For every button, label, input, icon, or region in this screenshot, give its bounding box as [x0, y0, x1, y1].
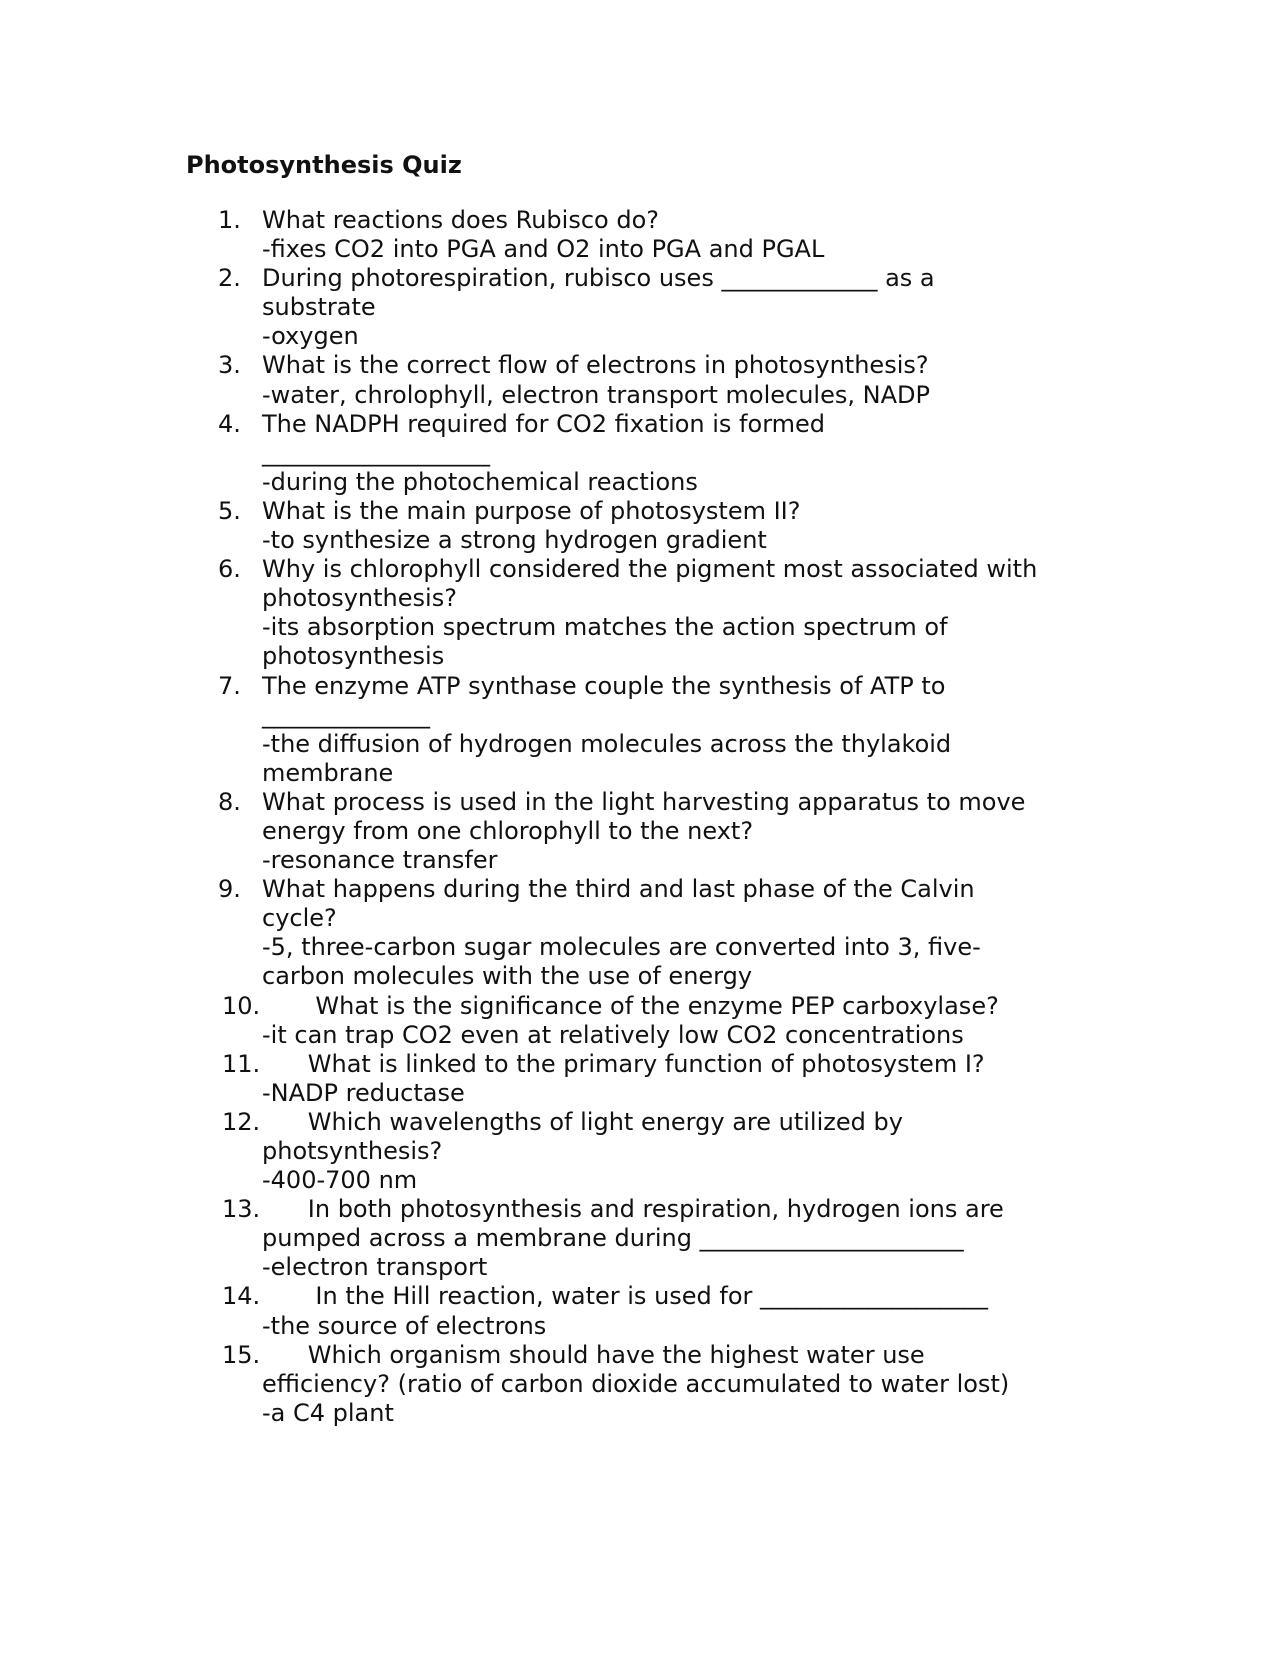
question-line: -5, three-carbon sugar molecules are converted into 3, five-: [262, 933, 981, 962]
question-body: [262, 351, 1092, 409]
question-line: -400-700 nm: [262, 1166, 418, 1195]
question-text: What is the significance of the enzyme PEP carboxylase?: [262, 991, 999, 1020]
question-line: efficiency? (ratio of carbon dioxide accumulated to water lost): [262, 1369, 1010, 1398]
question-body: [262, 1341, 1092, 1428]
question-item: [0, 875, 1280, 991]
question-body: [262, 1108, 1092, 1195]
question-body: [262, 875, 1092, 991]
question-line: -to synthesize a strong hydrogen gradient: [262, 526, 767, 555]
question-body: [262, 672, 1092, 788]
question-line: -the source of electrons: [262, 1311, 547, 1340]
question-text: In the Hill reaction, water is used for ___________________: [262, 1282, 989, 1311]
question-line: carbon molecules with the use of energy: [262, 962, 753, 991]
question-number: 15.: [222, 1340, 261, 1369]
question-text: Which wavelengths of light energy are utilized by: [262, 1107, 903, 1136]
question-item: [0, 351, 1280, 409]
question-line: membrane: [262, 758, 394, 787]
question-line: photsynthesis?: [262, 1137, 443, 1165]
question-number: 11.: [222, 1049, 261, 1078]
question-item: [0, 992, 1280, 1050]
question-line: -oxygen: [262, 322, 359, 351]
question-line: -NADP reductase: [262, 1078, 465, 1107]
question-text: What reactions does Rubisco do?: [262, 206, 659, 234]
question-body: [262, 206, 1092, 264]
question-item: [0, 788, 1280, 875]
question-text: What is linked to the primary function of photosystem I?: [262, 1049, 985, 1078]
question-body: [262, 497, 1092, 555]
question-line: -resonance transfer: [262, 846, 498, 875]
question-number: 14.: [222, 1282, 261, 1311]
question-text: During photorespiration, rubisco uses _____________ as a: [262, 264, 935, 293]
question-line: cycle?: [262, 904, 337, 933]
question-line: ______________: [262, 700, 430, 729]
question-item: [0, 206, 1280, 264]
question-text: What happens during the third and last phase of the Calvin: [262, 875, 975, 904]
question-number: 9.: [218, 875, 241, 904]
question-number: 6.: [218, 555, 241, 584]
question-body: [262, 788, 1092, 875]
question-list: [0, 206, 1280, 1428]
question-line: -electron transport: [262, 1253, 488, 1282]
question-item: [0, 1108, 1280, 1195]
question-line: photosynthesis: [262, 642, 445, 671]
question-number: 13.: [222, 1195, 261, 1224]
question-number: 4.: [218, 409, 241, 438]
question-body: [262, 264, 1092, 351]
question-line: -it can trap CO2 even at relatively low CO2 concentrations: [262, 1020, 964, 1049]
question-body: [262, 410, 1092, 497]
question-number: 3.: [218, 351, 241, 380]
question-text: In both photosynthesis and respiration, hydrogen ions are: [262, 1195, 1004, 1224]
document-title: Photosynthesis Quiz: [186, 151, 462, 179]
question-line: -fixes CO2 into PGA and O2 into PGA and PGAL: [262, 235, 825, 264]
question-text: Why is chlorophyll considered the pigment most associated with: [262, 555, 1038, 584]
question-item: [0, 672, 1280, 788]
question-item: [0, 410, 1280, 497]
question-item: [0, 555, 1280, 671]
question-item: [0, 1282, 1280, 1340]
question-item: [0, 264, 1280, 351]
question-text: The NADPH required for CO2 fixation is formed: [262, 409, 826, 438]
question-text: What is the main purpose of photosystem II?: [262, 496, 801, 525]
question-text: What is the correct flow of electrons in photosynthesis?: [262, 351, 929, 380]
question-line: substrate: [262, 293, 376, 322]
question-number: 7.: [218, 671, 241, 700]
question-line: energy from one chlorophyll to the next?: [262, 816, 754, 845]
question-line: -water, chrolophyll, electron transport molecules, NADP: [262, 380, 930, 409]
question-item: [0, 1050, 1280, 1108]
question-number: 1.: [218, 206, 241, 234]
question-line: -a C4 plant: [262, 1398, 394, 1427]
question-body: [262, 1050, 1092, 1108]
question-number: 10.: [222, 991, 261, 1020]
question-text: What process is used in the light harvesting apparatus to move: [262, 787, 1026, 816]
question-body: [262, 992, 1092, 1050]
question-line: -during the photochemical reactions: [262, 467, 698, 496]
question-item: [0, 1195, 1280, 1282]
question-number: 5.: [218, 496, 241, 525]
question-text: The enzyme ATP synthase couple the synthesis of ATP to: [262, 671, 946, 700]
question-body: [262, 555, 1092, 671]
question-number: 8.: [218, 787, 241, 816]
question-body: [262, 1282, 1092, 1340]
question-text: Which organism should have the highest water use: [262, 1340, 925, 1369]
question-line: ___________________: [262, 438, 490, 467]
question-line: photosynthesis?: [262, 584, 457, 613]
question-number: 12.: [222, 1107, 261, 1136]
question-item: [0, 497, 1280, 555]
question-item: [0, 1341, 1280, 1428]
question-line: -its absorption spectrum matches the action spectrum of: [262, 613, 948, 642]
question-number: 2.: [218, 264, 241, 293]
question-body: [262, 1195, 1092, 1282]
question-line: -the diffusion of hydrogen molecules across the thylakoid: [262, 729, 952, 758]
question-line: pumped across a membrane during ______________________: [262, 1224, 964, 1253]
